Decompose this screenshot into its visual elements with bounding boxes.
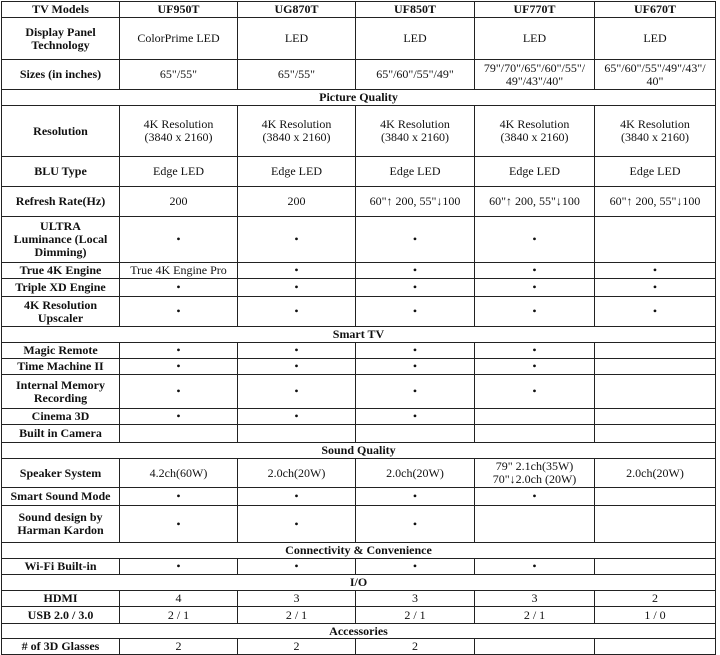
spec-row: [2, 279, 716, 297]
spec-row: [2, 359, 716, 375]
row-label: HDMI: [2, 591, 120, 607]
spec-cell: 1 / 0: [595, 607, 716, 624]
spec-cell: Edge LED: [238, 157, 356, 187]
row-label: Sizes (in inches): [2, 60, 120, 90]
row-label: Built in Camera: [2, 425, 120, 443]
spec-cell: 4K Resolution (3840 x 2160): [238, 106, 356, 157]
spec-cell: [595, 506, 716, 543]
spec-cell: •: [238, 263, 356, 279]
spec-cell: 2: [356, 639, 475, 655]
spec-cell: 4.2ch(60W): [120, 459, 238, 488]
spec-cell: •: [120, 297, 238, 327]
spec-cell: [595, 559, 716, 575]
spec-cell: •: [475, 488, 595, 506]
spec-cell: •: [120, 409, 238, 425]
spec-cell: •: [356, 506, 475, 543]
spec-row: [2, 506, 716, 543]
spec-cell: •: [475, 297, 595, 327]
spec-row: [2, 409, 716, 425]
row-label: Resolution: [2, 106, 120, 157]
spec-cell: 2.0ch(20W): [356, 459, 475, 488]
spec-cell: •: [238, 559, 356, 575]
section-heading: Picture Quality: [2, 90, 716, 106]
spec-cell: Edge LED: [120, 157, 238, 187]
spec-cell: •: [595, 279, 716, 297]
spec-cell: •: [356, 559, 475, 575]
row-label: Smart Sound Mode: [2, 488, 120, 506]
spec-cell: Edge LED: [475, 157, 595, 187]
section-heading: I/O: [2, 575, 716, 591]
spec-cell: 4K Resolution (3840 x 2160): [595, 106, 716, 157]
spec-cell: 4K Resolution (3840 x 2160): [120, 106, 238, 157]
spec-cell: [475, 409, 595, 425]
section-row: [2, 90, 716, 106]
spec-cell: •: [120, 359, 238, 375]
spec-cell: •: [238, 297, 356, 327]
spec-cell: [595, 409, 716, 425]
section-row: [2, 543, 716, 559]
spec-row: [2, 106, 716, 157]
spec-cell: [475, 506, 595, 543]
spec-cell: 79"/70"/65"/60"/55"/ 49"/43"/40": [475, 60, 595, 90]
spec-row: [2, 559, 716, 575]
spec-cell: •: [120, 217, 238, 263]
section-heading: Connectivity & Convenience: [2, 543, 716, 559]
spec-row: [2, 187, 716, 217]
row-label: Magic Remote: [2, 343, 120, 359]
spec-cell: 3: [356, 591, 475, 607]
spec-cell: 4K Resolution (3840 x 2160): [475, 106, 595, 157]
spec-cell: 2 / 1: [238, 607, 356, 624]
spec-cell: •: [356, 409, 475, 425]
section-row: [2, 443, 716, 459]
spec-cell: 79" 2.1ch(35W) 70"↓2.0ch (20W): [475, 459, 595, 488]
spec-cell: [595, 217, 716, 263]
spec-cell: •: [238, 279, 356, 297]
section-row: [2, 624, 716, 639]
row-label: True 4K Engine: [2, 263, 120, 279]
spec-cell: 3: [475, 591, 595, 607]
spec-cell: 200: [120, 187, 238, 217]
spec-row: [2, 591, 716, 607]
spec-table-body: [2, 2, 716, 655]
spec-cell: [595, 359, 716, 375]
spec-row: [2, 18, 716, 60]
spec-row: [2, 157, 716, 187]
spec-cell: •: [238, 409, 356, 425]
spec-row: [2, 217, 716, 263]
header-cell-model: UG870T: [238, 2, 356, 18]
spec-cell: •: [475, 263, 595, 279]
spec-cell: 65"/60"/55"/49": [356, 60, 475, 90]
spec-cell: [120, 425, 238, 443]
spec-cell: LED: [238, 18, 356, 60]
spec-cell: 2: [595, 591, 716, 607]
spec-row: [2, 375, 716, 409]
spec-cell: 60"↑ 200, 55"↓100: [595, 187, 716, 217]
tv-spec-table: [1, 1, 716, 655]
spec-cell: •: [475, 359, 595, 375]
header-cell-model: UF850T: [356, 2, 475, 18]
spec-cell: [356, 425, 475, 443]
spec-cell: •: [120, 279, 238, 297]
row-label: Time Machine II: [2, 359, 120, 375]
spec-row: [2, 425, 716, 443]
spec-cell: 2 / 1: [120, 607, 238, 624]
row-label: Triple XD Engine: [2, 279, 120, 297]
row-label: Display Panel Technology: [2, 18, 120, 60]
spec-cell: [595, 425, 716, 443]
spec-cell: LED: [475, 18, 595, 60]
spec-cell: •: [475, 343, 595, 359]
row-label: 4K Resolution Upscaler: [2, 297, 120, 327]
spec-row: [2, 343, 716, 359]
spec-cell: 2 / 1: [356, 607, 475, 624]
row-label: BLU Type: [2, 157, 120, 187]
spec-cell: •: [475, 217, 595, 263]
spec-cell: •: [120, 375, 238, 409]
spec-cell: [475, 425, 595, 443]
spec-cell: 65"/55": [238, 60, 356, 90]
header-row: [2, 2, 716, 18]
spec-cell: 60"↑ 200, 55"↓100: [356, 187, 475, 217]
spec-cell: •: [356, 217, 475, 263]
spec-cell: True 4K Engine Pro: [120, 263, 238, 279]
row-label: Sound design by Harman Kardon: [2, 506, 120, 543]
spec-cell: •: [475, 279, 595, 297]
spec-cell: 3: [238, 591, 356, 607]
spec-cell: 2.0ch(20W): [595, 459, 716, 488]
spec-cell: 200: [238, 187, 356, 217]
spec-cell: 2: [120, 639, 238, 655]
spec-cell: •: [238, 506, 356, 543]
spec-cell: Edge LED: [356, 157, 475, 187]
spec-cell: •: [356, 343, 475, 359]
spec-cell: 4K Resolution (3840 x 2160): [356, 106, 475, 157]
section-heading: Sound Quality: [2, 443, 716, 459]
spec-cell: •: [120, 488, 238, 506]
spec-cell: •: [120, 559, 238, 575]
row-label: Speaker System: [2, 459, 120, 488]
spec-cell: •: [356, 375, 475, 409]
header-cell-tv-models: TV Models: [2, 2, 120, 18]
spec-cell: •: [120, 343, 238, 359]
spec-cell: •: [238, 375, 356, 409]
row-label: USB 2.0 / 3.0: [2, 607, 120, 624]
spec-cell: 65"/60"/55"/49"/43"/ 40": [595, 60, 716, 90]
spec-cell: 4: [120, 591, 238, 607]
spec-cell: Edge LED: [595, 157, 716, 187]
spec-cell: •: [356, 279, 475, 297]
spec-row: [2, 297, 716, 327]
spec-cell: [238, 425, 356, 443]
spec-cell: •: [238, 217, 356, 263]
spec-cell: LED: [595, 18, 716, 60]
spec-cell: •: [356, 488, 475, 506]
spec-cell: •: [356, 297, 475, 327]
spec-cell: •: [475, 375, 595, 409]
spec-cell: •: [120, 506, 238, 543]
spec-cell: •: [356, 263, 475, 279]
spec-cell: 2: [238, 639, 356, 655]
spec-cell: •: [475, 559, 595, 575]
spec-cell: •: [238, 359, 356, 375]
section-row: [2, 327, 716, 343]
section-heading: Smart TV: [2, 327, 716, 343]
spec-cell: ColorPrime LED: [120, 18, 238, 60]
row-label: Refresh Rate(Hz): [2, 187, 120, 217]
spec-cell: •: [356, 359, 475, 375]
spec-cell: •: [238, 343, 356, 359]
spec-cell: •: [595, 263, 716, 279]
row-label: # of 3D Glasses: [2, 639, 120, 655]
spec-cell: 2 / 1: [475, 607, 595, 624]
spec-cell: 65"/55": [120, 60, 238, 90]
header-cell-model: UF950T: [120, 2, 238, 18]
spec-row: [2, 607, 716, 624]
section-heading: Accessories: [2, 624, 716, 639]
row-label: ULTRA Luminance (Local Dimming): [2, 217, 120, 263]
spec-row: [2, 459, 716, 488]
spec-cell: •: [238, 488, 356, 506]
spec-cell: •: [595, 297, 716, 327]
row-label: Internal Memory Recording: [2, 375, 120, 409]
row-label: Cinema 3D: [2, 409, 120, 425]
spec-cell: 60"↑ 200, 55"↓100: [475, 187, 595, 217]
spec-row: [2, 263, 716, 279]
header-cell-model: UF770T: [475, 2, 595, 18]
header-cell-model: UF670T: [595, 2, 716, 18]
spec-row: [2, 488, 716, 506]
spec-cell: [595, 488, 716, 506]
spec-cell: LED: [356, 18, 475, 60]
row-label: Wi-Fi Built-in: [2, 559, 120, 575]
spec-cell: [595, 375, 716, 409]
section-row: [2, 575, 716, 591]
spec-row: [2, 60, 716, 90]
spec-cell: 2.0ch(20W): [238, 459, 356, 488]
spec-cell: [595, 343, 716, 359]
